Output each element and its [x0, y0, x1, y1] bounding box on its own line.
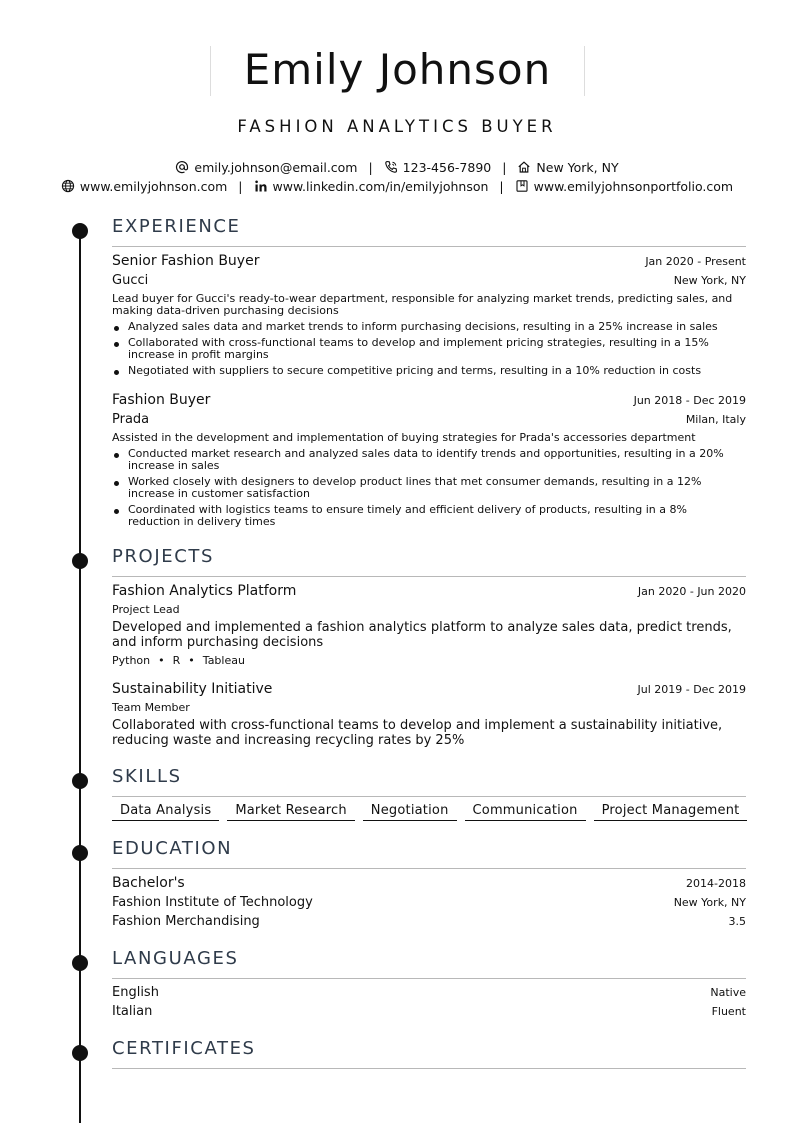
- project-dates: Jan 2020 - Jun 2020: [637, 585, 746, 598]
- contact-line-links: [0, 179, 794, 194]
- experience-dates: Jan 2020 - Present: [645, 255, 746, 268]
- list-item: Coordinated with logistics teams to ensure timely and efficient delivery of products, resulting in a 8% reduction in delivery times: [112, 504, 742, 528]
- project-description: Collaborated with cross-functional teams to develop and implement a sustainability initiative, reducing waste and increasing recycling rates by 25%: [112, 718, 723, 748]
- project-name: Fashion Analytics Platform: [112, 583, 297, 599]
- website-link[interactable]: www.emilyjohnson.com: [79, 179, 228, 194]
- education-field-row: [112, 914, 746, 929]
- tech-item: R: [172, 654, 181, 667]
- experience-header: [112, 253, 746, 269]
- location-text: New York, NY: [536, 160, 619, 175]
- experience-title: Fashion Buyer: [112, 392, 211, 408]
- email-link[interactable]: emily.johnson@email.com: [194, 160, 358, 175]
- section-title-skills: SKILLS: [112, 766, 182, 787]
- tech-item: Python: [112, 654, 151, 667]
- list-item: Analyzed sales data and market trends to inform purchasing decisions, resulting in a 25% increase in sales: [112, 321, 742, 333]
- section-rule: [112, 796, 746, 797]
- skill-tag: Project Management: [594, 803, 748, 821]
- project-name: Sustainability Initiative: [112, 681, 273, 697]
- separator: |: [499, 179, 504, 194]
- tech-separator: •: [188, 654, 195, 667]
- project-description: Developed and implemented a fashion analytics platform to analyze sales data, predict trends, and inform purchasing decisions: [112, 620, 732, 650]
- experience-dates: Jun 2018 - Dec 2019: [633, 394, 746, 407]
- education-location: New York, NY: [673, 896, 746, 909]
- list-item: Negotiated with suppliers to secure competitive pricing and terms, resulting in a 10% reduction in costs: [112, 365, 742, 377]
- timeline-dot-experience: [72, 223, 88, 239]
- contact-line-primary: [0, 160, 794, 175]
- education-school: Fashion Institute of Technology: [112, 895, 313, 910]
- tech-separator: •: [158, 654, 165, 667]
- language-name: Italian: [112, 1004, 153, 1019]
- experience-summary: Lead buyer for Gucci's ready-to-wear department, responsible for analyzing market trends, predicting sales, and making data-driven purchasing decisions: [112, 292, 733, 317]
- experience-company: Prada: [112, 412, 150, 427]
- globe-icon: [61, 179, 75, 193]
- language-row: [112, 1004, 746, 1019]
- project-dates: Jul 2019 - Dec 2019: [637, 683, 746, 696]
- language-row: [112, 985, 746, 1000]
- phone-number[interactable]: 123-456-7890: [402, 160, 492, 175]
- list-item: Collaborated with cross-functional teams to develop and implement pricing strategies, resulting in a 15% increase in profit margins: [112, 337, 742, 361]
- experience-bullets: [112, 448, 742, 528]
- experience-company-row: [112, 412, 746, 427]
- linkedin-icon: [254, 179, 268, 193]
- linkedin-link[interactable]: www.linkedin.com/in/emilyjohnson: [272, 179, 489, 194]
- section-title-projects: PROJECTS: [112, 546, 215, 567]
- experience-header: [112, 392, 746, 408]
- project-role: Team Member: [112, 701, 190, 714]
- list-item: Conducted market research and analyzed sales data to identify trends and opportunities, resulting in a 20% increase in sales: [112, 448, 742, 472]
- experience-location: New York, NY: [673, 274, 746, 287]
- home-icon: [517, 160, 531, 174]
- section-title-experience: EXPERIENCE: [112, 216, 241, 237]
- separator: |: [502, 160, 507, 175]
- list-item: Worked closely with designers to develop product lines that met consumer demands, resulting in a 12% increase in customer satisfaction: [112, 476, 742, 500]
- at-icon: [175, 160, 189, 174]
- section-title-education: EDUCATION: [112, 838, 233, 859]
- experience-title: Senior Fashion Buyer: [112, 253, 260, 269]
- timeline-dot-education: [72, 845, 88, 861]
- education-degree-row: [112, 875, 746, 891]
- section-rule: [112, 246, 746, 247]
- timeline-dot-projects: [72, 553, 88, 569]
- education-field: Fashion Merchandising: [112, 914, 260, 929]
- timeline-dot-certificates: [72, 1045, 88, 1061]
- project-role: Project Lead: [112, 603, 180, 616]
- education-degree: Bachelor's: [112, 875, 185, 891]
- education-dates: 2014-2018: [686, 877, 746, 890]
- section-rule: [112, 1068, 746, 1069]
- language-level: Fluent: [711, 1005, 746, 1018]
- portfolio-icon: [515, 179, 529, 193]
- skill-tag: Market Research: [227, 803, 354, 821]
- portfolio-link[interactable]: www.emilyjohnsonportfolio.com: [533, 179, 734, 194]
- timeline-dot-skills: [72, 773, 88, 789]
- section-title-languages: LANGUAGES: [112, 948, 239, 969]
- separator: |: [238, 179, 243, 194]
- name-frame: [210, 46, 585, 96]
- section-title-certificates: CERTIFICATES: [112, 1038, 256, 1059]
- experience-location: Milan, Italy: [685, 413, 746, 426]
- skills-list: [112, 803, 747, 821]
- language-name: English: [112, 985, 159, 1000]
- skill-tag: Negotiation: [363, 803, 457, 821]
- project-tech: [112, 654, 245, 667]
- section-rule: [112, 576, 746, 577]
- experience-company-row: [112, 273, 746, 288]
- timeline-dot-languages: [72, 955, 88, 971]
- section-rule: [112, 868, 746, 869]
- project-header: [112, 681, 746, 697]
- language-level: Native: [710, 986, 746, 999]
- project-header: [112, 583, 746, 599]
- experience-summary: Assisted in the development and implementation of buying strategies for Prada's accessories department: [112, 431, 696, 444]
- candidate-name: Emily Johnson: [243, 45, 552, 94]
- experience-company: Gucci: [112, 273, 149, 288]
- separator: |: [368, 160, 373, 175]
- job-title-heading: FASHION ANALYTICS BUYER: [237, 117, 557, 136]
- education-gpa: 3.5: [728, 915, 746, 928]
- phone-icon: [384, 160, 398, 174]
- timeline-line: [79, 226, 81, 1123]
- experience-bullets: [112, 321, 742, 377]
- skill-tag: Data Analysis: [112, 803, 219, 821]
- education-school-row: [112, 895, 746, 910]
- tech-item: Tableau: [202, 654, 245, 667]
- skill-tag: Communication: [465, 803, 586, 821]
- section-rule: [112, 978, 746, 979]
